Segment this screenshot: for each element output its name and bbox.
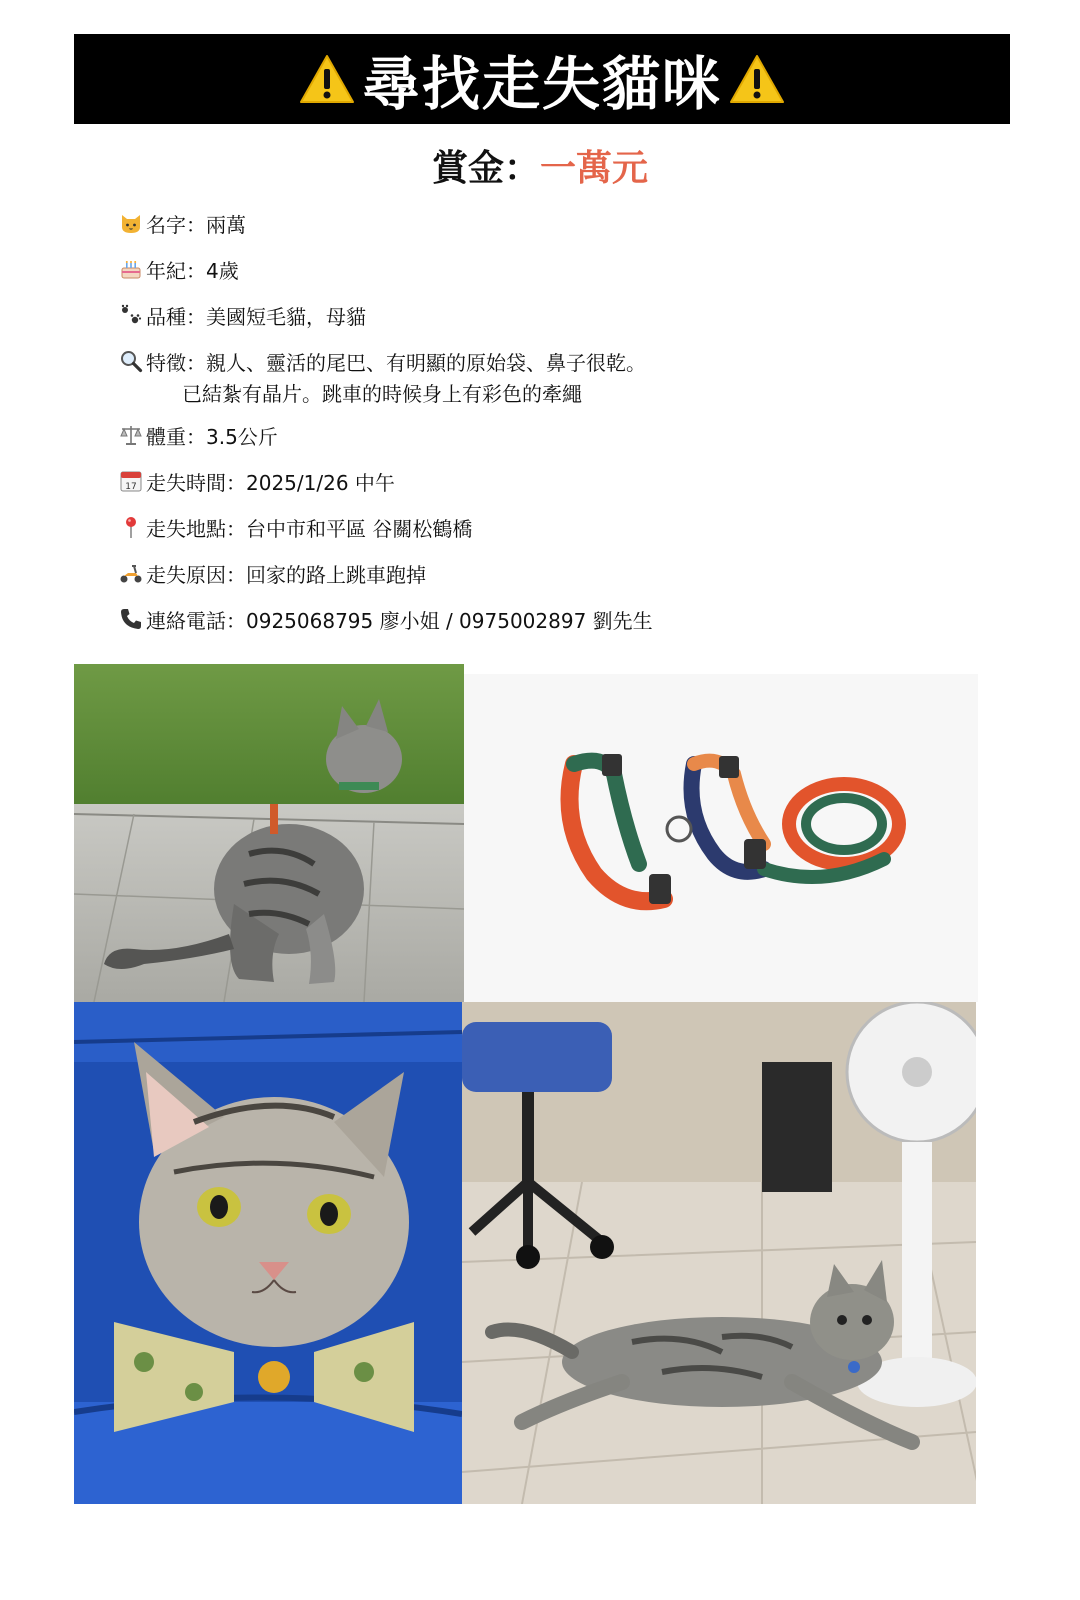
- info-label: 走失時間: [146, 470, 226, 495]
- photo-cat-lying: [462, 1002, 976, 1504]
- info-value: 親人、靈活的尾巴、有明顯的原始袋、鼻子很乾。: [206, 350, 646, 375]
- cat-info-list: [118, 200, 978, 642]
- info-value: 回家的路上跳車跑掉: [246, 562, 426, 587]
- info-features-continued: 已結紮有晶片。跳車的時候身上有彩色的牽繩: [182, 381, 582, 406]
- info-row-time: 17 走失時間 ： 2025/1/26 中午: [118, 458, 978, 504]
- info-value: 3.5公斤: [206, 424, 278, 449]
- info-row-name: 名字 ： 兩萬: [118, 200, 978, 246]
- cat-face-icon: [118, 210, 144, 236]
- photo-cat-carrier: [74, 1002, 462, 1504]
- info-row-reason: 走失原因 ： 回家的路上跳車跑掉: [118, 550, 978, 596]
- info-value: 4歲: [206, 258, 239, 283]
- reward-amount: 一萬元: [540, 148, 649, 189]
- info-label: 走失地點: [146, 516, 226, 541]
- scooter-icon: [118, 560, 144, 586]
- info-label: 特徵: [146, 350, 186, 375]
- info-label: 走失原因: [146, 562, 226, 587]
- photo-harness-leash: [464, 674, 978, 1002]
- warning-icon: [298, 53, 356, 105]
- info-row-place: 走失地點 ： 台中市和平區 谷關松鶴橋: [118, 504, 978, 550]
- calendar-icon: [118, 468, 144, 494]
- paw-prints-icon: [118, 302, 144, 328]
- title-banner: [74, 34, 1010, 124]
- info-row-weight: 體重 ： 3.5公斤: [118, 412, 978, 458]
- info-value: 兩萬: [206, 212, 246, 237]
- info-value: 0925068795 廖小姐 / 0975002897 劉先生: [246, 608, 653, 633]
- info-label: 體重: [146, 424, 186, 449]
- reward-label: 賞金：: [431, 148, 540, 189]
- info-label: 名字: [146, 212, 186, 237]
- svg-text:17: 17: [125, 482, 137, 492]
- balance-scale-icon: [118, 422, 144, 448]
- location-pin-icon: [118, 514, 144, 540]
- reward-line: [0, 140, 1080, 191]
- info-row-features: 特徵 ： 親人、靈活的尾巴、有明顯的原始袋、鼻子很乾。: [118, 338, 978, 384]
- info-value: 2025/1/26 中午: [246, 470, 395, 495]
- info-label: 年紀: [146, 258, 186, 283]
- page-title: 尋找走失貓咪: [361, 50, 722, 118]
- warning-icon: [728, 53, 786, 105]
- photo-cat-sitting: [74, 664, 464, 1002]
- info-label: 品種: [146, 304, 186, 329]
- info-label: 連絡電話: [146, 608, 226, 633]
- magnifier-icon: [118, 348, 144, 374]
- telephone-icon: [118, 606, 144, 632]
- info-value: 台中市和平區 谷關松鶴橋: [246, 516, 473, 541]
- info-row-contact: 連絡電話 ： 0925068795 廖小姐 / 0975002897 劉先生: [118, 596, 978, 642]
- info-value: 美國短毛貓，母貓: [206, 304, 366, 329]
- info-row-age: 年紀 ： 4歲: [118, 246, 978, 292]
- info-row-breed: 品種 ： 美國短毛貓，母貓: [118, 292, 978, 338]
- birthday-cake-icon: [118, 256, 144, 282]
